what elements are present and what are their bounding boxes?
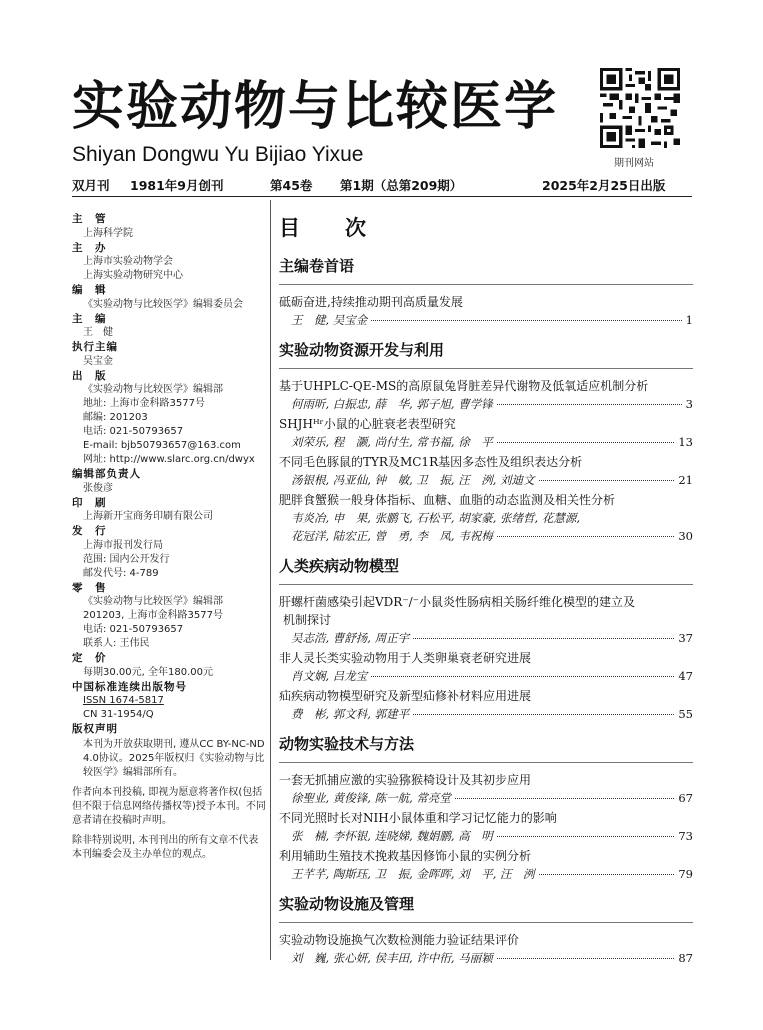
retail-2: 201203, 上海市金科路3577号 xyxy=(83,610,223,621)
toc-entry[interactable] xyxy=(279,687,693,723)
distribution-heading: 发 行 xyxy=(72,525,107,537)
publisher: 《实验动物与比较医学》编辑部 xyxy=(83,384,223,395)
article-page: 47 xyxy=(678,669,693,683)
article-title[interactable]: 不同毛色豚鼠的TYR及MC1R基因多态性及组织表达分析 xyxy=(279,455,583,469)
leader-dots xyxy=(497,958,675,959)
leader-dots xyxy=(497,836,675,837)
distributor: 上海市报刊发行局 xyxy=(83,539,163,551)
toc-entry[interactable] xyxy=(279,931,693,967)
leader-dots xyxy=(371,676,674,677)
volume: 第45卷 xyxy=(270,178,313,193)
leader-dots xyxy=(539,874,675,875)
publisher-website[interactable]: 网址: http://www.slarc.org.cn/dwyx xyxy=(83,454,255,465)
article-page: 21 xyxy=(678,473,693,487)
table-of-contents xyxy=(279,212,693,969)
frequency: 双月刊 xyxy=(72,178,110,193)
postal-code: 邮发代号: 4-789 xyxy=(83,567,159,579)
section-rule xyxy=(279,762,693,763)
cn-number: CN 31-1954/Q xyxy=(83,709,154,720)
article-authors: 肖文娴, 吕龙宝 xyxy=(291,669,368,683)
organizer-heading: 主 办 xyxy=(72,241,107,254)
article-authors: 张 楠, 李怀银, 连晓娣, 魏娟鹏, 高 明 xyxy=(291,829,493,843)
article-authors: 徐聖业, 黄俊锋, 陈一航, 常亮堂 xyxy=(291,791,451,805)
price-heading: 定 价 xyxy=(72,652,107,664)
section-heading: 动物实验技术与方法 xyxy=(279,735,415,753)
toc-entry[interactable] xyxy=(279,415,693,451)
section-heading: 人类疾病动物模型 xyxy=(279,557,400,575)
section-rule xyxy=(279,584,693,585)
price: 每期30.00元, 全年180.00元 xyxy=(83,666,213,678)
publisher-address: 地址: 上海市金科路3577号 xyxy=(83,398,205,409)
toc-entry[interactable] xyxy=(279,771,693,807)
printer-heading: 印 刷 xyxy=(72,496,107,509)
article-authors: 刘荣乐, 程 灏, 尚付生, 常书福, 徐 平 xyxy=(291,435,493,449)
publisher-email[interactable]: E-mail: bjb50793657@163.com xyxy=(83,440,241,451)
article-title[interactable]: 基于UHPLC-QE-MS的高原鼠兔肾脏差异代谢物及低氧适应机制分析 xyxy=(279,379,649,393)
article-title[interactable]: 不同光照时长对NIH小鼠体重和学习记忆能力的影响 xyxy=(279,811,557,825)
article-page: 73 xyxy=(678,829,693,843)
toc-entry[interactable] xyxy=(279,293,693,329)
chief-editor: 王 健 xyxy=(83,327,113,338)
article-page: 13 xyxy=(678,435,693,449)
publisher-zip: 邮编: 201203 xyxy=(83,412,148,423)
leader-dots xyxy=(497,442,675,443)
masthead-sidebar xyxy=(72,212,267,962)
distribution-scope: 范围: 国内公开发行 xyxy=(83,553,170,565)
publisher-heading: 出 版 xyxy=(72,369,107,382)
article-page: 79 xyxy=(678,867,693,881)
executive-editor: 吴宝金 xyxy=(83,355,113,367)
article-title[interactable]: 一套无抓捕应激的实验猕猴椅设计及其初步应用 xyxy=(279,773,532,787)
leader-dots xyxy=(497,404,682,405)
article-authors: 花冠洋, 陆宏正, 曾 勇, 李 凤, 韦祝梅 xyxy=(291,529,493,543)
leader-dots xyxy=(371,320,681,321)
organizer-2: 上海实验动物研究中心 xyxy=(83,270,183,281)
toc-entry[interactable] xyxy=(279,491,693,545)
toc-heading: 目 次 xyxy=(279,215,378,240)
publish-date: 2025年2月25日出版 xyxy=(542,178,666,193)
qr-caption: 期刊网站 xyxy=(614,158,654,169)
section-heading: 主编卷首语 xyxy=(279,257,355,275)
section-heading: 实验动物设施及管理 xyxy=(279,895,415,913)
chief-editor-heading: 主 编 xyxy=(72,312,107,325)
office-head-heading: 编辑部负责人 xyxy=(72,468,141,480)
article-title[interactable]: SHJHᴴʳ小鼠的心脏衰老表型研究 xyxy=(279,417,456,431)
issn: ISSN 1674-5817 xyxy=(83,695,164,706)
retail-3: 电话: 021-50793657 xyxy=(83,624,184,635)
retail-4: 联系人: 王伟民 xyxy=(83,638,150,649)
article-title[interactable]: 砥砺奋进,持续推动期刊高质量发展 xyxy=(279,295,463,309)
section-rule xyxy=(279,922,693,923)
article-authors: 吴志浩, 曹舒扬, 周正宇 xyxy=(291,631,410,645)
article-title[interactable]: 实验动物设施换气次数检测能力验证结果评价 xyxy=(279,933,520,947)
article-authors: 王芊芊, 陶斯珏, 卫 振, 金晖晖, 刘 平, 汪 洌 xyxy=(291,867,535,881)
qr-code-icon xyxy=(600,68,680,148)
article-page: 1 xyxy=(685,313,693,327)
article-page: 87 xyxy=(678,951,693,965)
sponsor: 上海科学院 xyxy=(83,227,133,239)
journal-pinyin: Shiyan Dongwu Yu Bijiao Yixue xyxy=(72,143,364,166)
column-divider xyxy=(270,200,271,960)
article-page: 3 xyxy=(685,397,693,411)
office-head: 张俊彦 xyxy=(83,482,113,494)
article-title[interactable]: 肝螺杆菌感染引起VDR⁻/⁻小鼠炎性肠病相关肠纤维化模型的建立及 xyxy=(279,595,636,609)
article-page: 67 xyxy=(678,791,693,805)
toc-entry[interactable] xyxy=(279,377,693,413)
toc-entry[interactable] xyxy=(279,847,693,883)
publisher-phone: 电话: 021-50793657 xyxy=(83,426,184,437)
article-authors: 费 彬, 郭文科, 郭建平 xyxy=(291,707,410,721)
retail-heading: 零 售 xyxy=(72,581,107,594)
article-title[interactable]: 非人灵长类实验动物用于人类卵巢衰老研究进展 xyxy=(279,651,532,665)
founded: 1981年9月创刊 xyxy=(130,178,224,193)
article-title-continued[interactable]: 机制探讨 xyxy=(283,613,332,627)
toc-entry[interactable] xyxy=(279,649,693,685)
disclaimer-note: 除非特别说明, 本刊刊出的所有文章不代表本刊编委会及主办单位的观点。 xyxy=(72,834,259,860)
leader-dots xyxy=(539,480,675,481)
article-authors: 刘 巍, 张心妍, 侯丰田, 许中衎, 马丽颖 xyxy=(291,951,493,965)
editor-heading: 编 辑 xyxy=(72,284,107,296)
article-page: 55 xyxy=(678,707,693,721)
sponsor-heading: 主 管 xyxy=(72,213,107,225)
article-title[interactable]: 肥胖食蟹猴一般身体指标、血糖、血脂的动态监测及相关性分析 xyxy=(279,493,616,507)
leader-dots xyxy=(497,536,675,537)
issue-number: 第1期（总第209期） xyxy=(340,178,463,193)
article-authors: 汤银根, 冯亚仙, 钟 敏, 卫 振, 汪 洌, 刘迪文 xyxy=(291,473,535,487)
leader-dots xyxy=(455,798,674,799)
organizer-1: 上海市实验动物学会 xyxy=(83,256,173,267)
article-title[interactable]: 疝疾病动物模型研究及新型疝修补材料应用进展 xyxy=(279,689,532,703)
article-authors: 王 健, 吴宝金 xyxy=(291,313,368,327)
toc-entry[interactable] xyxy=(279,809,693,845)
retail-1: 《实验动物与比较医学》编辑部 xyxy=(83,596,223,607)
leader-dots xyxy=(413,638,674,639)
copyright-heading: 版权声明 xyxy=(72,723,118,735)
editor: 《实验动物与比较医学》编辑委员会 xyxy=(83,298,243,310)
toc-entry[interactable] xyxy=(279,453,693,489)
section-rule xyxy=(279,368,693,369)
executive-editor-heading: 执行主编 xyxy=(72,341,118,353)
journal-title: 实验动物与比较医学 xyxy=(72,76,559,137)
leader-dots xyxy=(413,714,674,715)
submission-note: 作者向本刊投稿, 即视为愿意将著作权(包括但不限于信息网络传播权等)授予本刊。不同意者请在投稿时声明。 xyxy=(72,786,266,826)
printer: 上海新开宝商务印刷有限公司 xyxy=(83,511,213,522)
article-page: 37 xyxy=(678,631,693,645)
article-authors: 韦炎冶, 申 果, 张鹏飞, 石松平, 胡家豪, 张绪哲, 花慧源, xyxy=(291,511,581,525)
header-rule xyxy=(72,196,692,197)
toc-entry[interactable] xyxy=(279,593,693,647)
article-page: 30 xyxy=(678,529,693,543)
serial-number-heading: 中国标准连续出版物号 xyxy=(72,680,187,693)
section-heading: 实验动物资源开发与利用 xyxy=(279,341,445,359)
copyright-statement: 本刊为开放获取期刊, 遵从CC BY-NC-ND 4.0协议。2025年版权归《实验动物与比较医学》编辑部所有。 xyxy=(83,738,265,778)
article-authors: 何雨昕, 白振忠, 薛 华, 郭子旭, 曹学锋 xyxy=(291,397,493,411)
article-title[interactable]: 利用辅助生殖技术挽救基因修饰小鼠的实例分析 xyxy=(279,849,532,863)
section-rule xyxy=(279,284,693,285)
